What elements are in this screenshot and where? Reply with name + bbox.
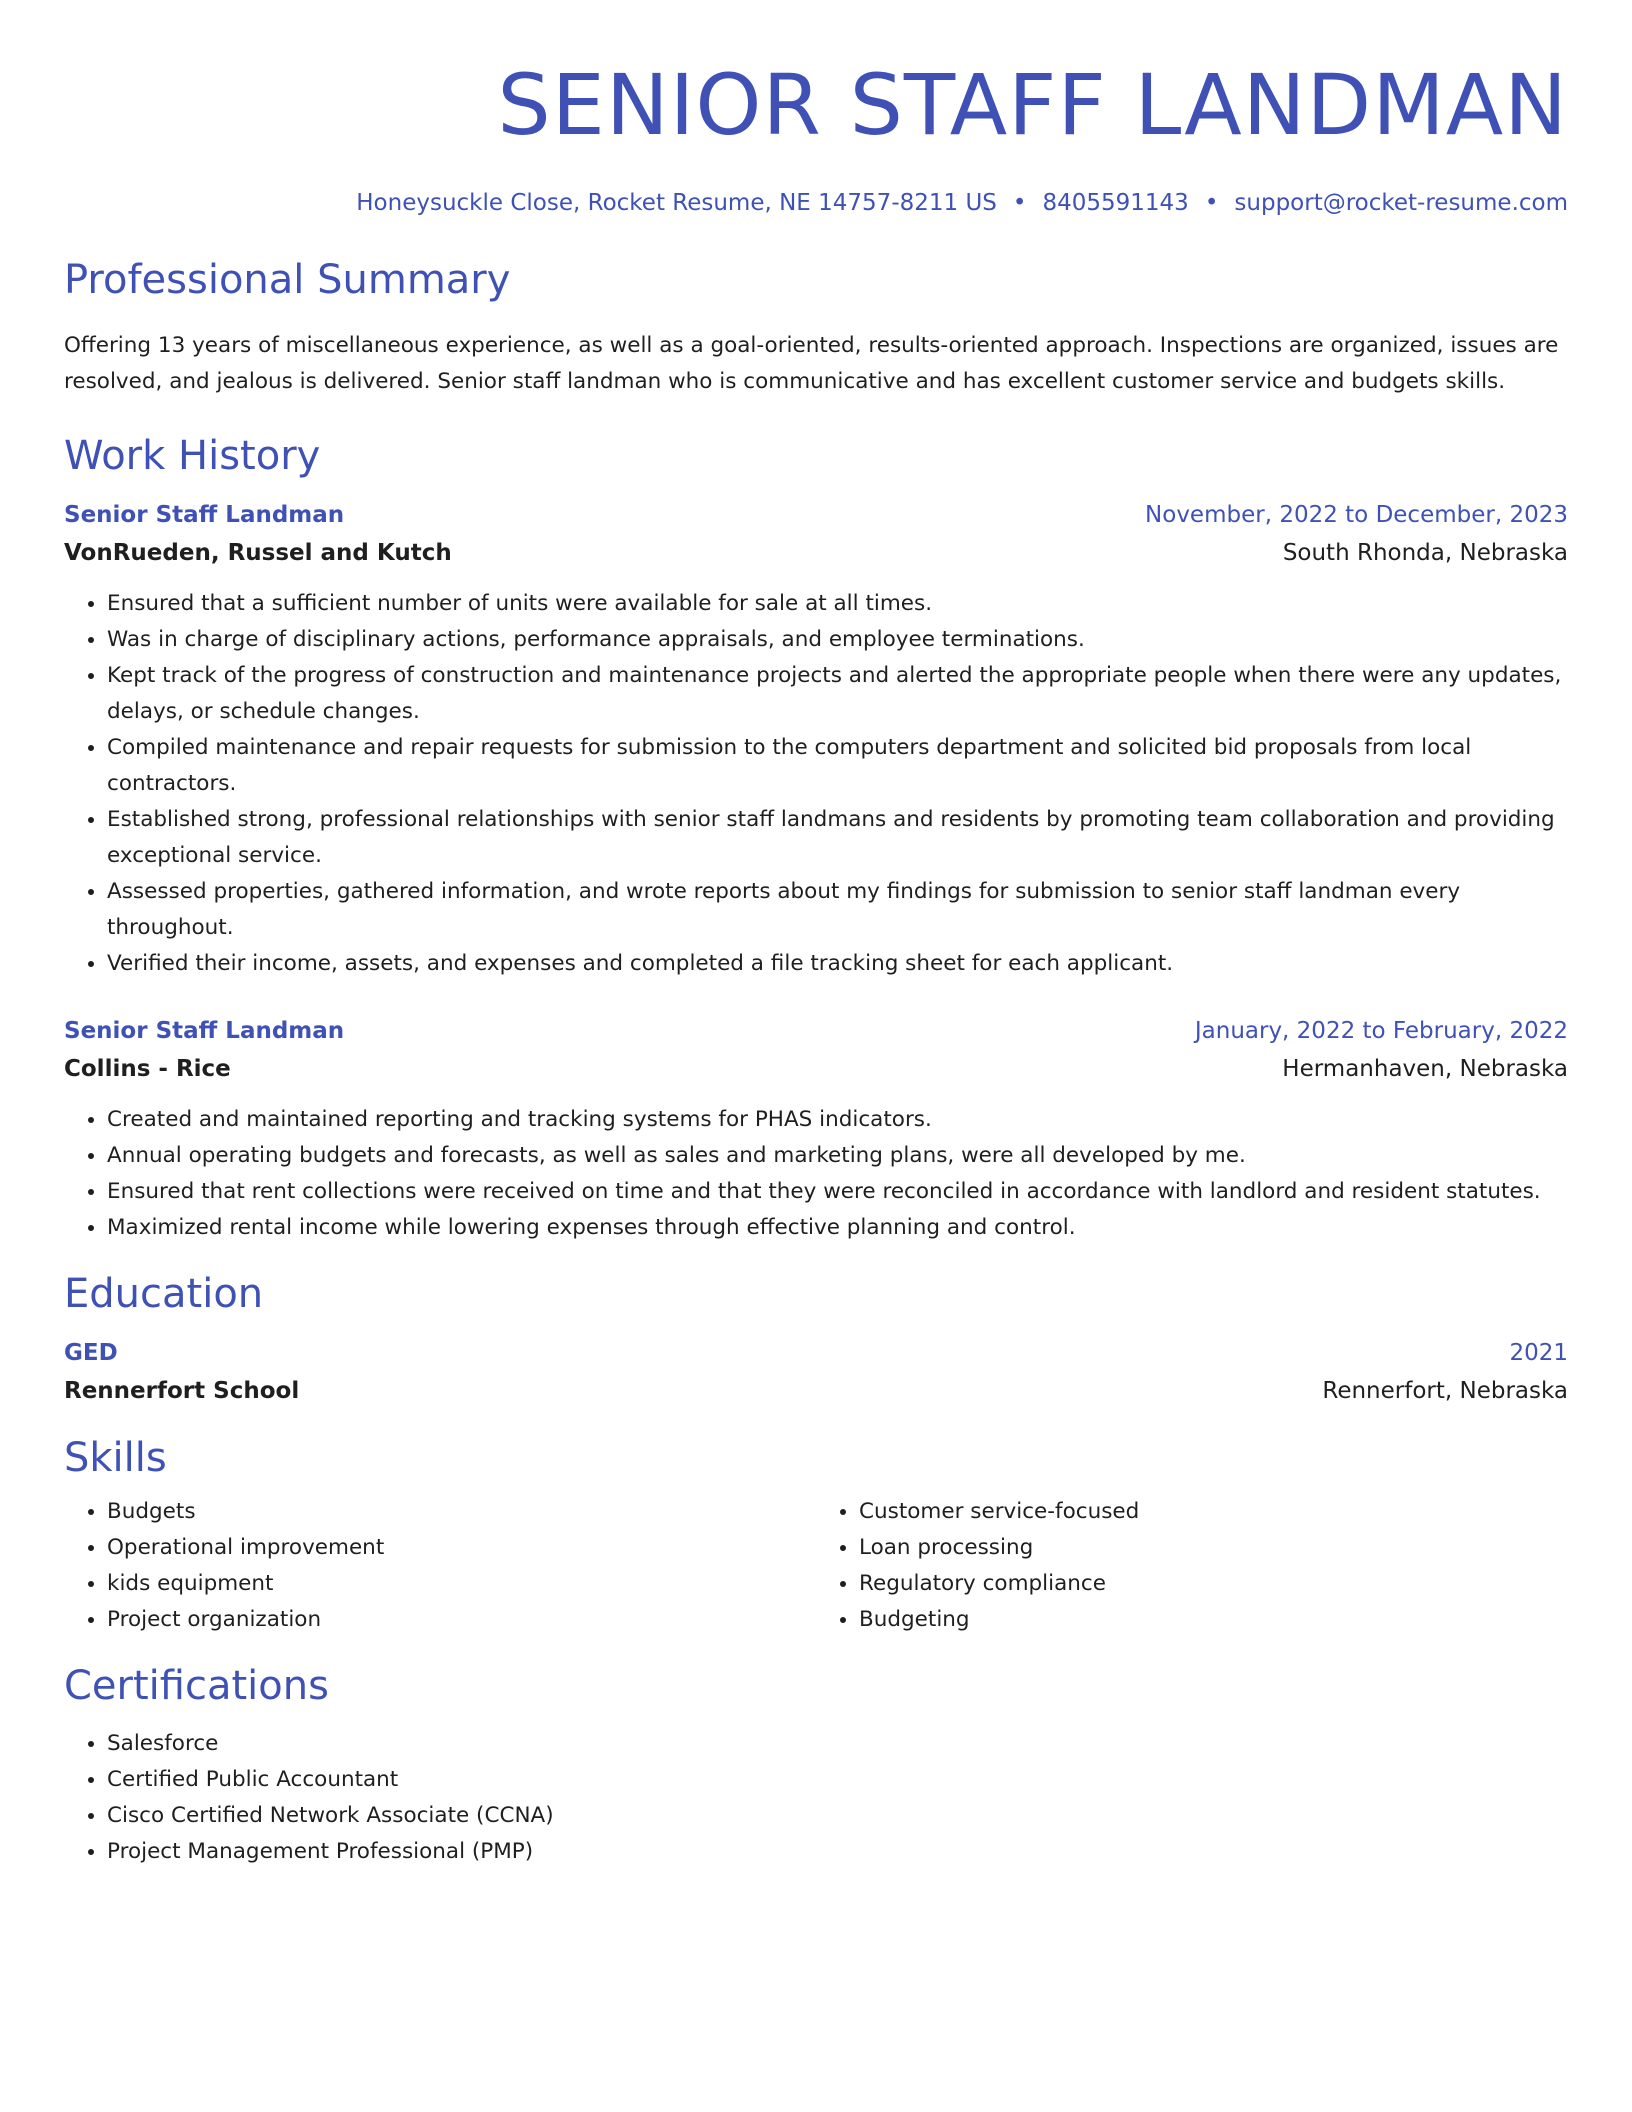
skill-item: • Regulatory compliance	[859, 1566, 1568, 1602]
job-location: South Rhonda, Nebraska	[1282, 540, 1568, 566]
job-bullet: • Compiled maintenance and repair requests for submission to the computers department and solicited bid proposals from local contractors.	[107, 730, 1568, 802]
education-location: Rennerfort, Nebraska	[1322, 1378, 1568, 1404]
education-year: 2021	[1509, 1340, 1568, 1366]
summary-section	[64, 254, 1568, 400]
resume-header	[64, 50, 1568, 218]
skills-section	[64, 1432, 1568, 1638]
skill-item: • Project organization	[107, 1602, 816, 1638]
work-history-section	[64, 430, 1568, 1246]
candidate-name: SENIOR STAFF LANDMAN	[497, 56, 1568, 154]
job-location: Hermanhaven, Nebraska	[1282, 1056, 1568, 1082]
job-employer-row	[64, 534, 1568, 572]
job-dates: November, 2022 to December, 2023	[1145, 502, 1568, 528]
job-bullets	[64, 1102, 1568, 1246]
contact-line	[64, 188, 1568, 218]
job-entry	[64, 496, 1568, 982]
job-bullets	[64, 586, 1568, 982]
education-heading: Education	[64, 1271, 264, 1317]
job-employer: VonRueden, Russel and Kutch	[64, 540, 452, 566]
education-degree: GED	[64, 1340, 118, 1366]
job-bullet: • Created and maintained reporting and tracking systems for PHAS indicators.	[107, 1102, 1568, 1138]
certifications-heading: Certifications	[64, 1663, 329, 1709]
certification-item: • Salesforce	[107, 1726, 1568, 1762]
job-employer-row	[64, 1050, 1568, 1088]
job-employer: Collins - Rice	[64, 1056, 231, 1082]
contact-address: Honeysuckle Close, Rocket Resume, NE 14757-8211 US	[356, 190, 997, 216]
skill-item: • Loan processing	[859, 1530, 1568, 1566]
contact-separator: •	[1204, 190, 1219, 216]
skills-heading: Skills	[64, 1435, 167, 1481]
job-bullet: • Kept track of the progress of construction and maintenance projects and alerted the appropriate people when there were any updates, delays, or schedule changes.	[107, 658, 1568, 730]
education-section	[64, 1268, 1568, 1410]
job-dates: January, 2022 to February, 2022	[1194, 1018, 1568, 1044]
skill-item: • Budgeting	[859, 1602, 1568, 1638]
work-history-heading: Work History	[64, 433, 321, 479]
summary-text: Offering 13 years of miscellaneous experience, as well as a goal-oriented, results-oriented approach. Inspections are organized, issues are resolved, and jealous is delivered. Senior staff landman who is communicative and has excellent customer service and budgets skills.	[64, 333, 1559, 394]
summary-heading: Professional Summary	[64, 257, 511, 303]
job-title-row	[64, 496, 1568, 534]
skills-columns	[64, 1494, 1568, 1638]
job-bullet: • Annual operating budgets and forecasts, as well as sales and marketing plans, were all developed by me.	[107, 1138, 1568, 1174]
certifications-section	[64, 1660, 1568, 1870]
education-degree-row	[64, 1334, 1568, 1372]
job-bullet: • Was in charge of disciplinary actions, performance appraisals, and employee terminations.	[107, 622, 1568, 658]
job-bullet: • Ensured that rent collections were received on time and that they were reconciled in accordance with landlord and resident statutes.	[107, 1174, 1568, 1210]
skills-list-left	[64, 1494, 816, 1638]
education-school-row	[64, 1372, 1568, 1410]
job-entry	[64, 1012, 1568, 1246]
certification-item: • Project Management Professional (PMP)	[107, 1834, 1568, 1870]
job-bullet: • Established strong, professional relationships with senior staff landmans and residents by promoting team collaboration and providing exceptional service.	[107, 802, 1568, 874]
skill-item: • Budgets	[107, 1494, 816, 1530]
contact-phone[interactable]: 8405591143	[1042, 190, 1189, 216]
job-title-row	[64, 1012, 1568, 1050]
job-bullet: • Assessed properties, gathered information, and wrote reports about my findings for submission to senior staff landman every throughout.	[107, 874, 1568, 946]
skill-item: • kids equipment	[107, 1566, 816, 1602]
contact-separator: •	[1012, 190, 1027, 216]
job-title: Senior Staff Landman	[64, 1018, 345, 1044]
contact-email[interactable]: support@rocket-resume.com	[1234, 190, 1568, 216]
certification-item: • Cisco Certified Network Associate (CCNA)	[107, 1798, 1568, 1834]
skill-item: • Customer service-focused	[859, 1494, 1568, 1530]
skill-item: • Operational improvement	[107, 1530, 816, 1566]
certification-item: • Certified Public Accountant	[107, 1762, 1568, 1798]
job-bullet: • Ensured that a sufficient number of units were available for sale at all times.	[107, 586, 1568, 622]
education-entry	[64, 1334, 1568, 1410]
certifications-list	[64, 1726, 1568, 1870]
skills-list-right	[816, 1494, 1568, 1638]
job-bullet: • Maximized rental income while lowering expenses through effective planning and control.	[107, 1210, 1568, 1246]
job-title: Senior Staff Landman	[64, 502, 345, 528]
job-bullet: • Verified their income, assets, and expenses and completed a file tracking sheet for each applicant.	[107, 946, 1568, 982]
education-school: Rennerfort School	[64, 1378, 300, 1404]
